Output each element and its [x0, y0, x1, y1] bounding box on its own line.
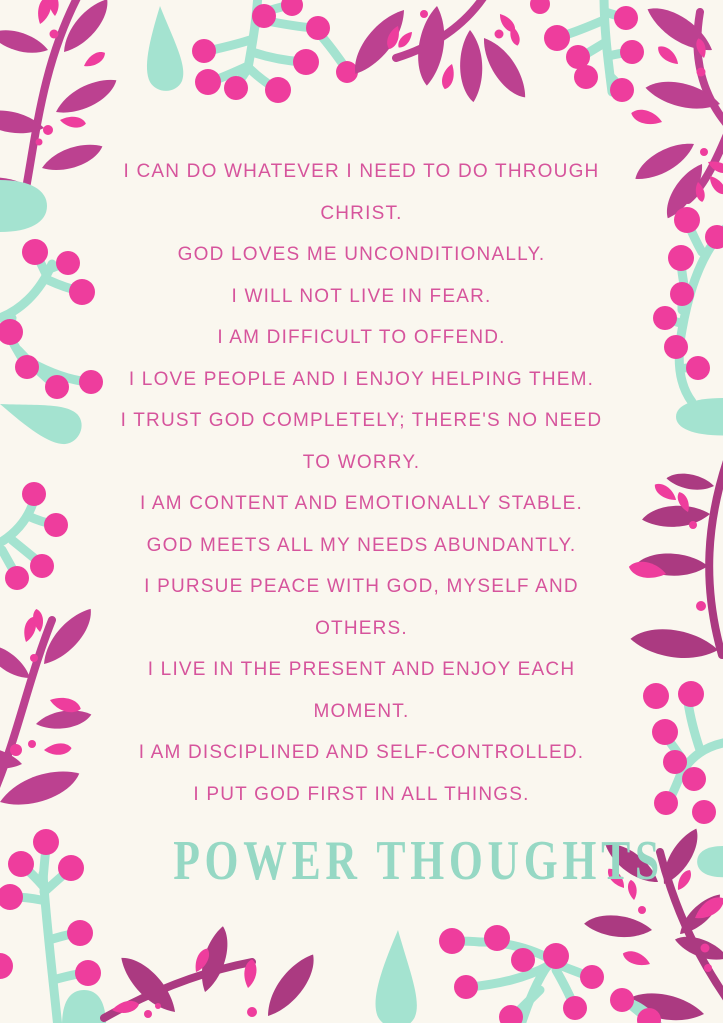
floral-top-left-branch: [0, 0, 120, 232]
affirmation-line: I WILL NOT LIVE IN FEAR.: [231, 285, 492, 307]
affirmation-line: I PUT GOD FIRST IN ALL THINGS.: [193, 783, 530, 805]
floral-right-berry-sprig-upper: [653, 207, 723, 402]
affirmation-line: I AM DISCIPLINED AND SELF-CONTROLLED.: [138, 742, 585, 763]
floral-top-middle-branch: [339, 0, 550, 103]
affirmation-line: I PURSUE PEACE WITH GOD, MYSELF AND OTHERS.: [144, 576, 579, 639]
floral-top-teal-drop: [147, 6, 183, 91]
affirmation-line: I TRUST GOD COMPLETELY; THERE'S NO NEED TO WORRY.: [120, 410, 603, 473]
poster-title: POWER THOUGHTS: [172, 830, 664, 892]
affirmation-line: I AM DIFFICULT TO OFFEND.: [217, 327, 506, 348]
affirmation-line: I LOVE PEOPLE AND I ENJOY HELPING THEM.: [128, 368, 595, 390]
floral-left-teal-drop: [0, 383, 87, 451]
floral-left-lower-branch: [0, 608, 104, 808]
floral-left-berry-sprig-upper: [0, 239, 103, 399]
floral-top-right-branch: [629, 0, 723, 219]
floral-top-berry-sprig: [192, 0, 358, 103]
affirmation-line: GOD MEETS ALL MY NEEDS ABUNDANTLY.: [146, 534, 577, 556]
affirmation-line: I LIVE IN THE PRESENT AND ENJOY EACH MOMENT.: [147, 659, 576, 722]
affirmation-line: I AM CONTENT AND EMOTIONALLY STABLE.: [140, 493, 583, 514]
floral-bottom-branch: [104, 926, 329, 1023]
affirmation-line: GOD LOVES ME UNCONDITIONALLY.: [177, 244, 546, 265]
floral-bottom-left-berry-tree: [0, 829, 106, 1023]
floral-left-berry-sprig-lower: [0, 482, 68, 590]
floral-top-right-berry-sprig: [544, 0, 644, 102]
floral-bottom-berry-tree: [439, 925, 661, 1023]
affirmations-list: [104, 151, 664, 892]
floral-bottom-teal-drop: [373, 928, 425, 1023]
affirmation-line: I CAN DO WHATEVER I NEED TO DO THROUGH CHRIST.: [123, 161, 600, 224]
floral-right-teal-blob: [676, 398, 723, 435]
floral-right-branch: [627, 452, 723, 681]
